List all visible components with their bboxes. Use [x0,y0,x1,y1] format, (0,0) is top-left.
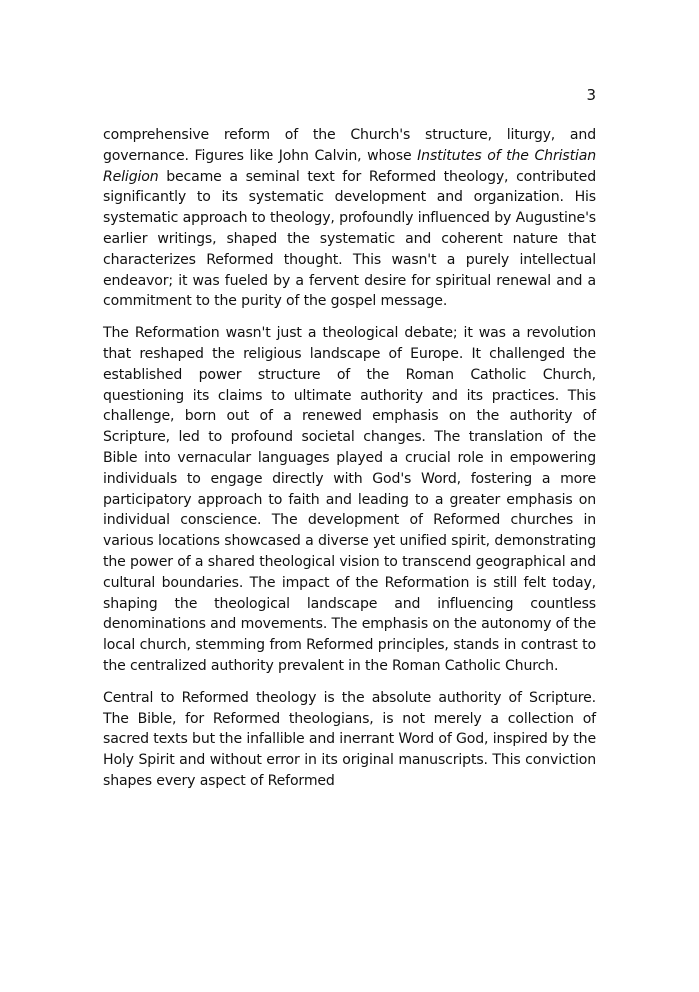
paragraph-calvin-institutes [103,125,596,312]
paragraph-text: Central to Reformed theology is the absolute authority of Scripture. The Bible, for Reformed theologians, is not merely a collection of sacred texts but the infallible and inerrant Word of God, inspired by the Holy Spirit and without error in its original manuscripts. This conviction shapes every aspect of Reformed [103,689,596,789]
book-title-institutes: Institutes of the Christian Religion [103,147,596,185]
paragraph-text: became a seminal text for Reformed theology, contributed significantly to its systematic development and organization. His systematic approach to theology, profoundly influenced by Augustine's earlier writings, shaped the systematic and coherent nature that characterizes Reformed thought. This wasn't a purely intellectual endeavor; it was fueled by a fervent desire for spiritual renewal and a commitment to the purity of the gospel message. [103,168,596,310]
page-number: 3 [586,86,596,104]
paragraph-text: The Reformation wasn't just a theological debate; it was a revolution that reshaped the religious landscape of Europe. It challenged the established power structure of the Roman Catholic Church, questioning its claims to ultimate authority and its practices. This challenge, born out of a renewed emphasis on the authority of Scripture, led to profound societal changes. The translation of the Bible into vernacular languages played a crucial role in empowering individuals to engage directly with God's Word, fostering a more participatory approach to faith and leading to a greater emphasis on individual conscience. The development of Reformed churches in various locations showcased a diverse yet unified spirit, demonstrating the power of a shared theological vision to transcend geographical and cultural boundaries. The impact of the Reformation is still felt today, shaping the theological landscape and influencing countless denominations and movements. The emphasis on the autonomy of the local church, stemming from Reformed principles, stands in contrast to the centralized authority prevalent in the Roman Catholic Church. [103,325,596,674]
paragraph-text: comprehensive reform of the Church's structure, liturgy, and governance. Figures like John Calvin, whose [103,127,596,164]
paragraph-reformation-impact [103,323,596,677]
paragraph-scripture-authority [103,688,596,792]
document-body [103,125,596,803]
